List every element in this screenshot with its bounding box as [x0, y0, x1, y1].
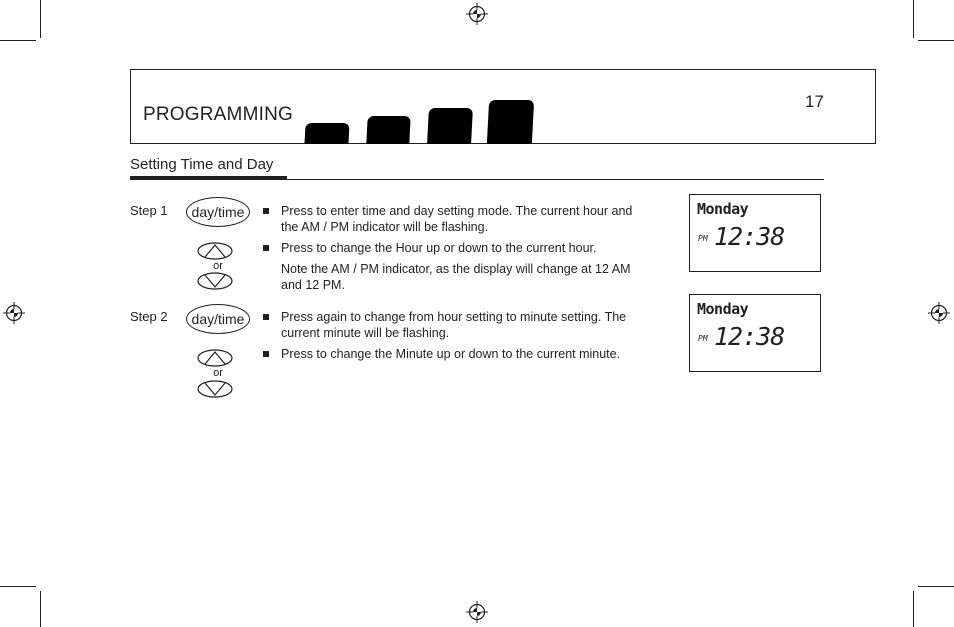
section-tab	[427, 108, 473, 144]
instruction-text: Press to change the Minute up or down to the current minute.	[281, 347, 621, 361]
lcd-display	[689, 294, 821, 372]
lcd-day: Monday	[697, 300, 749, 318]
or-label: or	[213, 260, 223, 272]
registration-mark-icon	[466, 3, 488, 25]
step-1-label: Step 1	[130, 203, 168, 218]
lcd-ampm: PM	[698, 334, 708, 343]
section-tab	[366, 116, 410, 144]
crop-mark	[913, 591, 914, 627]
note-text: Note the AM / PM indicator, as the display will change at 12 AM and 12 PM.	[281, 262, 631, 292]
lcd-day: Monday	[697, 200, 749, 218]
page-number: 17	[805, 92, 824, 111]
list-item	[263, 203, 643, 235]
crop-mark	[40, 0, 41, 38]
up-arrow-button[interactable]	[197, 242, 233, 260]
down-arrow-button[interactable]	[197, 272, 233, 290]
instruction-text: Press to change the Hour up or down to the current hour.	[281, 241, 597, 255]
crop-mark	[918, 40, 954, 41]
section-tab	[304, 123, 349, 144]
crop-mark	[913, 0, 914, 38]
day-time-button[interactable]: day/time	[186, 304, 250, 334]
crop-mark	[40, 591, 41, 627]
registration-mark-icon	[3, 302, 25, 324]
bullet-icon	[263, 351, 269, 357]
list-item	[263, 346, 663, 362]
down-arrow-button[interactable]	[197, 380, 233, 398]
lcd-display	[689, 194, 821, 272]
instruction-text: Press again to change from hour setting to minute setting. The current minute will be flashing.	[281, 310, 627, 340]
step-2-label: Step 2	[130, 309, 168, 324]
bullet-icon	[263, 245, 269, 251]
bullet-icon	[263, 208, 269, 214]
day-time-button[interactable]: day/time	[186, 197, 250, 227]
page-title: PROGRAMMING	[143, 104, 293, 125]
crop-mark	[0, 586, 36, 587]
lcd-time: 12:38	[714, 222, 785, 251]
section-tab-active	[487, 100, 534, 144]
bullet-icon	[263, 314, 269, 320]
section-underline	[130, 176, 287, 180]
lcd-ampm: PM	[698, 234, 708, 243]
lcd-time: 12:38	[714, 322, 785, 351]
crop-mark	[918, 586, 954, 587]
or-label: or	[213, 367, 223, 379]
registration-mark-icon	[466, 601, 488, 623]
registration-mark-icon	[928, 302, 950, 324]
crop-mark	[0, 40, 36, 41]
up-arrow-button[interactable]	[197, 349, 233, 367]
instruction-text: Press to enter time and day setting mode. The current hour and the AM / PM indicator will be flashing.	[281, 204, 633, 234]
section-rule	[287, 179, 824, 180]
list-item	[263, 309, 643, 341]
list-item	[263, 240, 643, 256]
section-title: Setting Time and Day	[130, 156, 274, 173]
